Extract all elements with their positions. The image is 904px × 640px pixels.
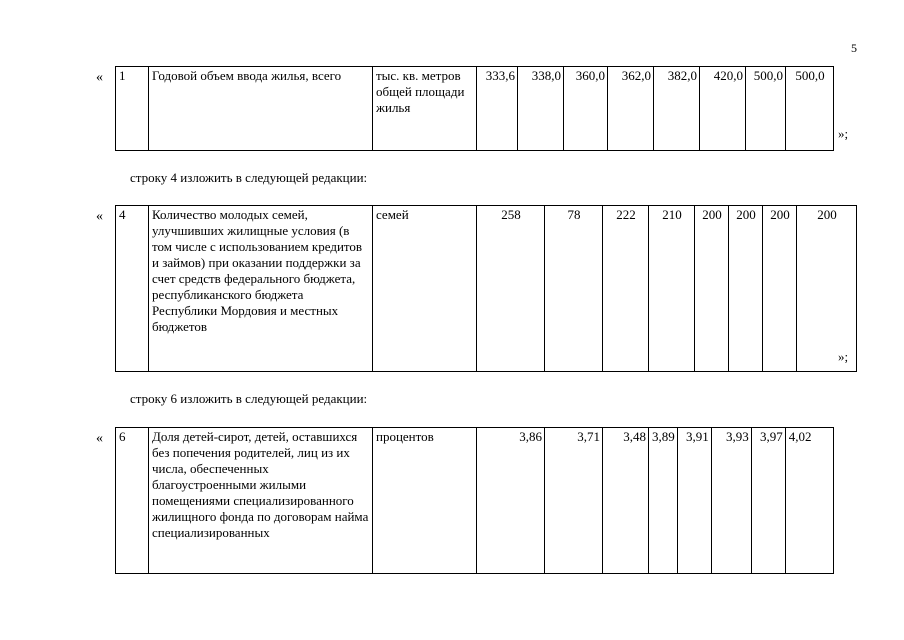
unit: тыс. кв. метров общей площади жилья	[373, 67, 477, 151]
open-quote: «	[96, 209, 103, 224]
close-quote: »;	[838, 126, 849, 141]
caption: строку 4 изложить в следующей редакции:	[130, 170, 368, 185]
value-cell: 200	[695, 206, 729, 372]
row-number: 6	[116, 428, 149, 574]
table-row	[115, 205, 857, 372]
value-cell: 333,6	[477, 67, 518, 151]
indicator-name: Количество молодых семей, улучшивших жилищные условия (в том числе с использованием кредитов и займов) при оказании поддержки за счет средств федерального бюджета, республиканского бюджета Республики Мордовия и местных бюджетов	[149, 206, 373, 372]
value-cell: 3,93	[711, 428, 751, 574]
value-cell: 3,48	[603, 428, 649, 574]
unit: процентов	[373, 428, 477, 574]
open-quote: «	[96, 431, 103, 446]
value-cell: 3,97	[751, 428, 785, 574]
value-cell: 200	[729, 206, 763, 372]
value-cell: 258	[477, 206, 545, 372]
value-cell: 420,0	[700, 67, 746, 151]
value-cell: 222	[603, 206, 649, 372]
table-row	[115, 427, 834, 574]
page-number: 5	[851, 41, 857, 55]
indicator-name: Годовой объем ввода жилья, всего	[149, 67, 373, 151]
open-quote: «	[96, 70, 103, 85]
value-cell: 3,86	[477, 428, 545, 574]
row-number: 1	[116, 67, 149, 151]
value-cell: 78	[545, 206, 603, 372]
unit: семей	[373, 206, 477, 372]
value-cell: 360,0	[564, 67, 608, 151]
value-cell: 3,91	[677, 428, 711, 574]
value-cell: 200	[797, 206, 857, 372]
value-cell: 210	[649, 206, 695, 372]
indicator-name: Доля детей-сирот, детей, оставшихся без попечения родителей, лиц из их числа, обеспеченных благоустроенными жилыми помещениями специализированного жилищного фонда по договорам найма специализированных	[149, 428, 373, 574]
value-cell: 500,0	[746, 67, 786, 151]
row-number: 4	[116, 206, 149, 372]
value-cell: 382,0	[654, 67, 700, 151]
value-cell: 500,0	[786, 67, 834, 151]
value-cell: 3,89	[649, 428, 678, 574]
value-cell: 362,0	[608, 67, 654, 151]
close-quote: »;	[838, 349, 849, 364]
value-cell: 338,0	[518, 67, 564, 151]
value-cell: 200	[763, 206, 797, 372]
value-cell: 3,71	[545, 428, 603, 574]
table-row	[115, 66, 834, 151]
value-cell: 4,02	[785, 428, 833, 574]
caption: строку 6 изложить в следующей редакции:	[130, 391, 368, 406]
